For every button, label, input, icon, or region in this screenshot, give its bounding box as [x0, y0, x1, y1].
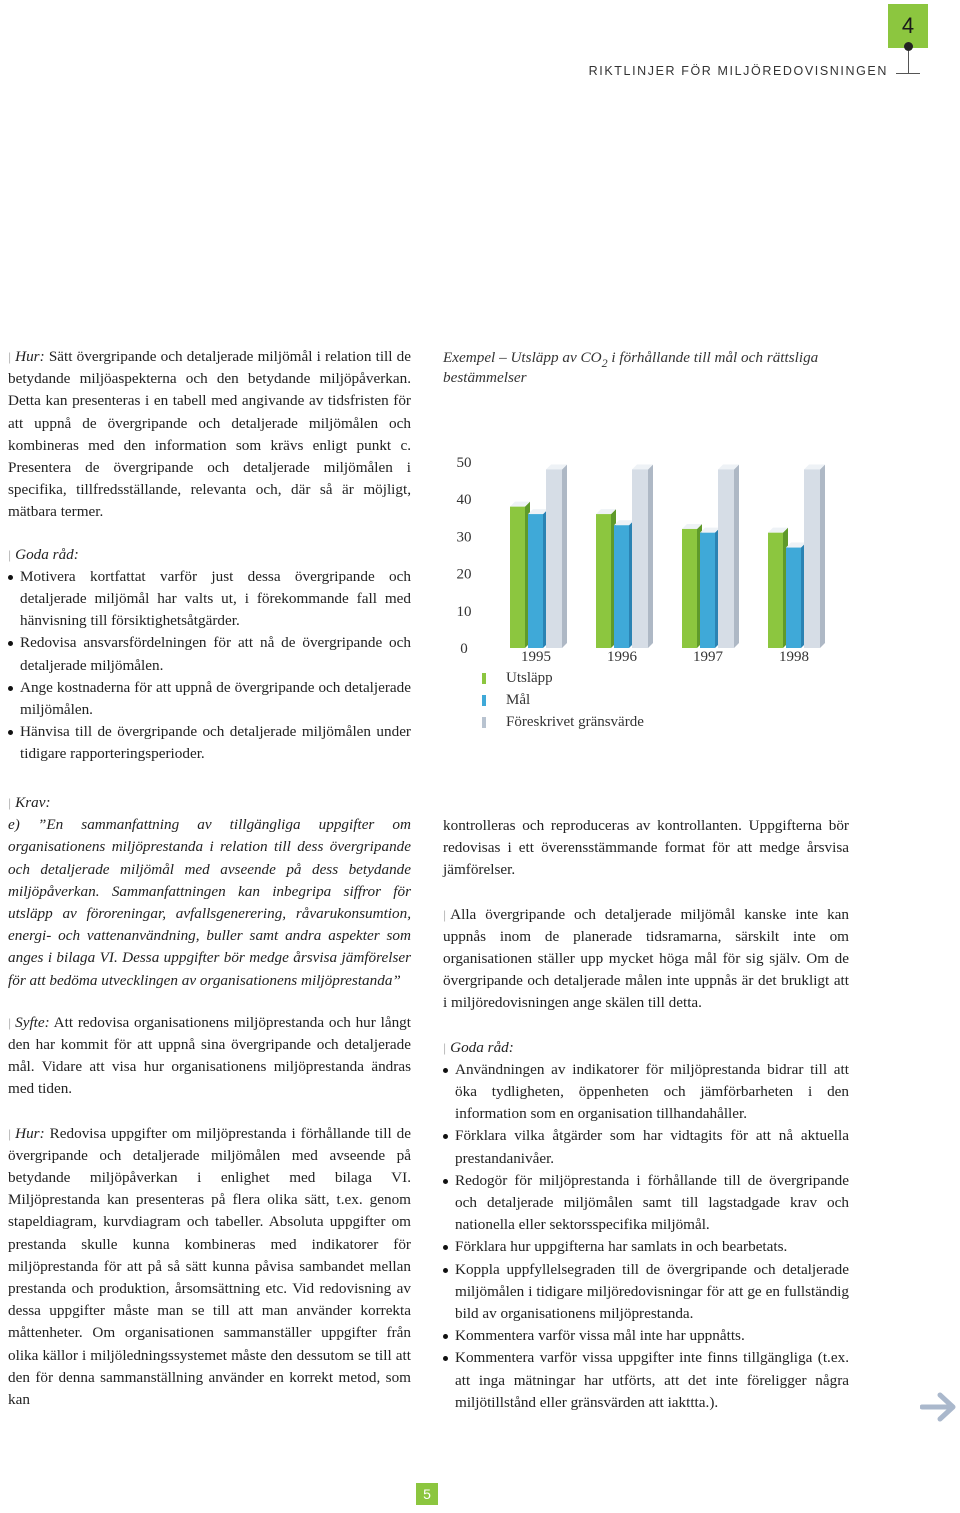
bar-side — [734, 464, 739, 648]
note-paragraph: | Alla övergripande och detaljerade miljömål kanske inte kan uppnås inom de planerade tidsramarna, särskilt inte om organisationen ställer upp mycket höga mål för sig själv. Om de övergripande och detaljerade målen inte uppnås är det brukligt att i miljöredovisningen ange skälen till detta. — [443, 905, 849, 1012]
y-tick-label: 10 — [456, 603, 472, 620]
tips-list-2 — [443, 1059, 849, 1414]
syfte-label: Syfte: — [15, 1013, 50, 1031]
marker-icon: | — [443, 907, 447, 922]
bar-mål-1996 — [614, 525, 629, 648]
list-item: Redogör för miljöprestanda i förhållande till de övergripande och detaljerade miljömålen samt till lagstadgade krav och nationella eller sektorsspecifika miljömål. — [443, 1170, 849, 1237]
bar-mål-1997 — [700, 533, 715, 648]
x-tick-label: 1996 — [607, 649, 637, 665]
running-header: RIKTLINJER FÖR MILJÖREDOVISNINGEN — [588, 64, 888, 78]
bar-föreskrivet-gränsvärde-1996 — [632, 469, 648, 648]
bar-föreskrivet-gränsvärde-1997 — [718, 469, 734, 648]
hur-text-2: Redovisa uppgifter om miljöprestanda i förhållande till de övergripande och detaljerade miljömålen med avseende på betydande miljöpåverkan i enlighet med bilaga VI. Miljöprestanda kan presenteras på flera olika sätt, t.ex. genom stapeldiagram, kurvdiagram och tabeller. Absoluta uppgifter om prestanda skulle kunna kombineras med indikatorer för miljöprestanda för att på så sätt kunna påvisa sambandet mellan prestanda och produktion, årsomsättning etc. Vid redovisning av dessa uppgifter måste man se till att man använder korrekta måttenheter. Om organisationen sammanställer uppgifter från olika källor i miljöledningssystemet måste den dessutom se till att den för denna sammanställning använder en korrekt metod, som kan — [8, 1124, 412, 1409]
y-tick-label: 40 — [456, 492, 472, 509]
badge-connector-line — [908, 51, 909, 73]
list-item: Redovisa ansvarsfördelningen för att nå de övergripande och detaljerade miljömålen. — [8, 632, 411, 676]
list-item: Förklara vilka åtgärder som har vidtagits för att nå aktuella prestandanivåer. — [443, 1125, 849, 1169]
hur-paragraph — [8, 346, 411, 524]
co2-subscript: 2 — [601, 356, 608, 370]
y-tick-label: 20 — [456, 566, 472, 583]
left-bottom-section — [8, 792, 411, 1411]
bar-utsläpp-1995 — [510, 507, 525, 648]
bar-mål-1998 — [786, 548, 801, 648]
y-tick-label: 50 — [456, 455, 472, 471]
badge-underline — [896, 73, 920, 74]
y-tick-label: 0 — [460, 641, 468, 657]
co2-bar-chart — [440, 440, 860, 740]
right-bottom-section — [443, 815, 849, 1414]
bar-föreskrivet-gränsvärde-1998 — [804, 469, 820, 648]
arrow-right-icon[interactable] — [920, 1390, 960, 1424]
legend-swatch — [482, 717, 486, 728]
list-item: Kommentera varför vissa mål inte har uppnåtts. — [443, 1325, 849, 1347]
marker-icon: | — [8, 1015, 12, 1030]
legend-swatch — [482, 695, 486, 706]
syfte-text: Att redovisa organisationens miljöprestanda och hur långt den har kommit för att uppnå sina övergripande och detaljerade mål. Vidare att visa hur organisationens miljöprestanda ändras med tiden. — [8, 1013, 411, 1098]
marker-icon: | — [443, 1040, 447, 1055]
bar-utsläpp-1998 — [768, 533, 783, 648]
bar-utsläpp-1997 — [682, 529, 697, 648]
tips-list — [8, 566, 411, 766]
legend-label: Utsläpp — [506, 670, 553, 686]
bar-föreskrivet-gränsvärde-1995 — [546, 469, 562, 648]
goda-rad-heading: | Goda råd: — [8, 545, 79, 563]
hur-label-2: Hur: — [15, 1124, 45, 1142]
marker-icon: | — [8, 350, 12, 364]
bar-side — [648, 464, 653, 648]
list-item: Hänvisa till de övergripande och detaljerade miljömålen under tidigare rapporteringsperioder. — [8, 721, 411, 765]
krav-heading: | Krav: — [8, 794, 51, 811]
list-item: Användningen av indikatorer för miljöprestanda bidrar till att öka tydligheten, öppenheten och jämförbarheten i den information som en organisation tillhandahåller. — [443, 1059, 849, 1126]
x-tick-label: 1997 — [693, 649, 723, 665]
list-item: Förklara hur uppgifterna har samlats in och bearbetats. — [443, 1236, 849, 1258]
bar-utsläpp-1996 — [596, 514, 611, 648]
y-tick-label: 30 — [456, 529, 472, 546]
bar-side — [562, 464, 567, 648]
legend-swatch — [482, 673, 486, 684]
marker-icon: | — [8, 796, 12, 810]
bar-mål-1995 — [528, 514, 543, 648]
marker-icon: | — [8, 1126, 12, 1141]
hur-text: Sätt övergripande och detaljerade miljömål i relation till de betydande miljöaspekterna och den betydande miljöpåverkan. Detta kan presenteras i en tabell med angivande av tidsfristen för att uppnå de övergripande och detaljerade miljömålen och kombineras med den information som krävs enligt punkt c. Presentera de övergripande och detaljerade miljömålen i specifika, tillfredsställande, relevanta och, där så är möjligt, mätbara termer. — [8, 348, 411, 521]
goda-rad-heading-2: | Goda råd: — [443, 1038, 514, 1056]
krav-quote: e) ”En sammanfattning av tillgängliga uppgifter om organisationens miljöprestanda i relation till dess övergripande och detaljerade miljömål med avseende på dess betydande miljöpåverkan. Sammanfattningen kan inbegripa siffror för utsläpp av föroreningar, avfallsgenerering, råvarukonsumtion, energi- och vattenanvändning, buller samt andra aspekter som anges i bilaga VI. Dessa uppgifter bör medge årsvisa jämförelser för att bedöma utvecklingen av organisationens miljöprestanda” — [8, 816, 411, 989]
list-item: Kommentera varför vissa uppgifter inte finns tillgängliga (t.ex. att inga mätningar har utförts, att det inte föreligger några miljötillstånd eller gränsvärden att iakttta.). — [443, 1347, 849, 1414]
left-top-section — [8, 346, 411, 766]
x-tick-label: 1995 — [521, 649, 551, 665]
bar-side — [820, 464, 825, 648]
legend-label: Mål — [506, 692, 531, 708]
x-tick-label: 1998 — [779, 649, 809, 665]
legend-label: Föreskrivet gränsvärde — [506, 714, 644, 730]
badge-dot — [904, 42, 913, 51]
list-item: Motivera kortfattat varför just dessa övergripande och detaljerade miljömål har valts ut, i förekommande fall med hänvisning till försiktighetsåtgärder. — [8, 566, 411, 633]
list-item: Koppla uppfyllelsegraden till de övergripande och detaljerade miljömålen i tidigare miljöredovisningar för att ge en fullständig bild av organisationens miljöprestanda. — [443, 1259, 849, 1326]
hur-paragraph-2 — [8, 1123, 411, 1412]
marker-icon: | — [8, 547, 12, 562]
list-item: Ange kostnaderna för att uppnå de övergripande och detaljerade miljömålen. — [8, 677, 411, 721]
hur-label: Hur: — [15, 348, 45, 365]
chart-title: Exempel – Utsläpp av $CO_2$ i förhållande till mål och rättsliga bestämmelser — [443, 349, 819, 386]
page-number: 5 — [416, 1483, 438, 1505]
syfte-paragraph — [8, 1012, 411, 1101]
chapter-number-badge: 4 — [888, 4, 928, 48]
continuation-paragraph: kontrolleras och reproduceras av kontrollanten. Uppgifterna bör redovisas i ett överensstämmande format för att medge årsvisa jämförelser. — [443, 817, 849, 879]
